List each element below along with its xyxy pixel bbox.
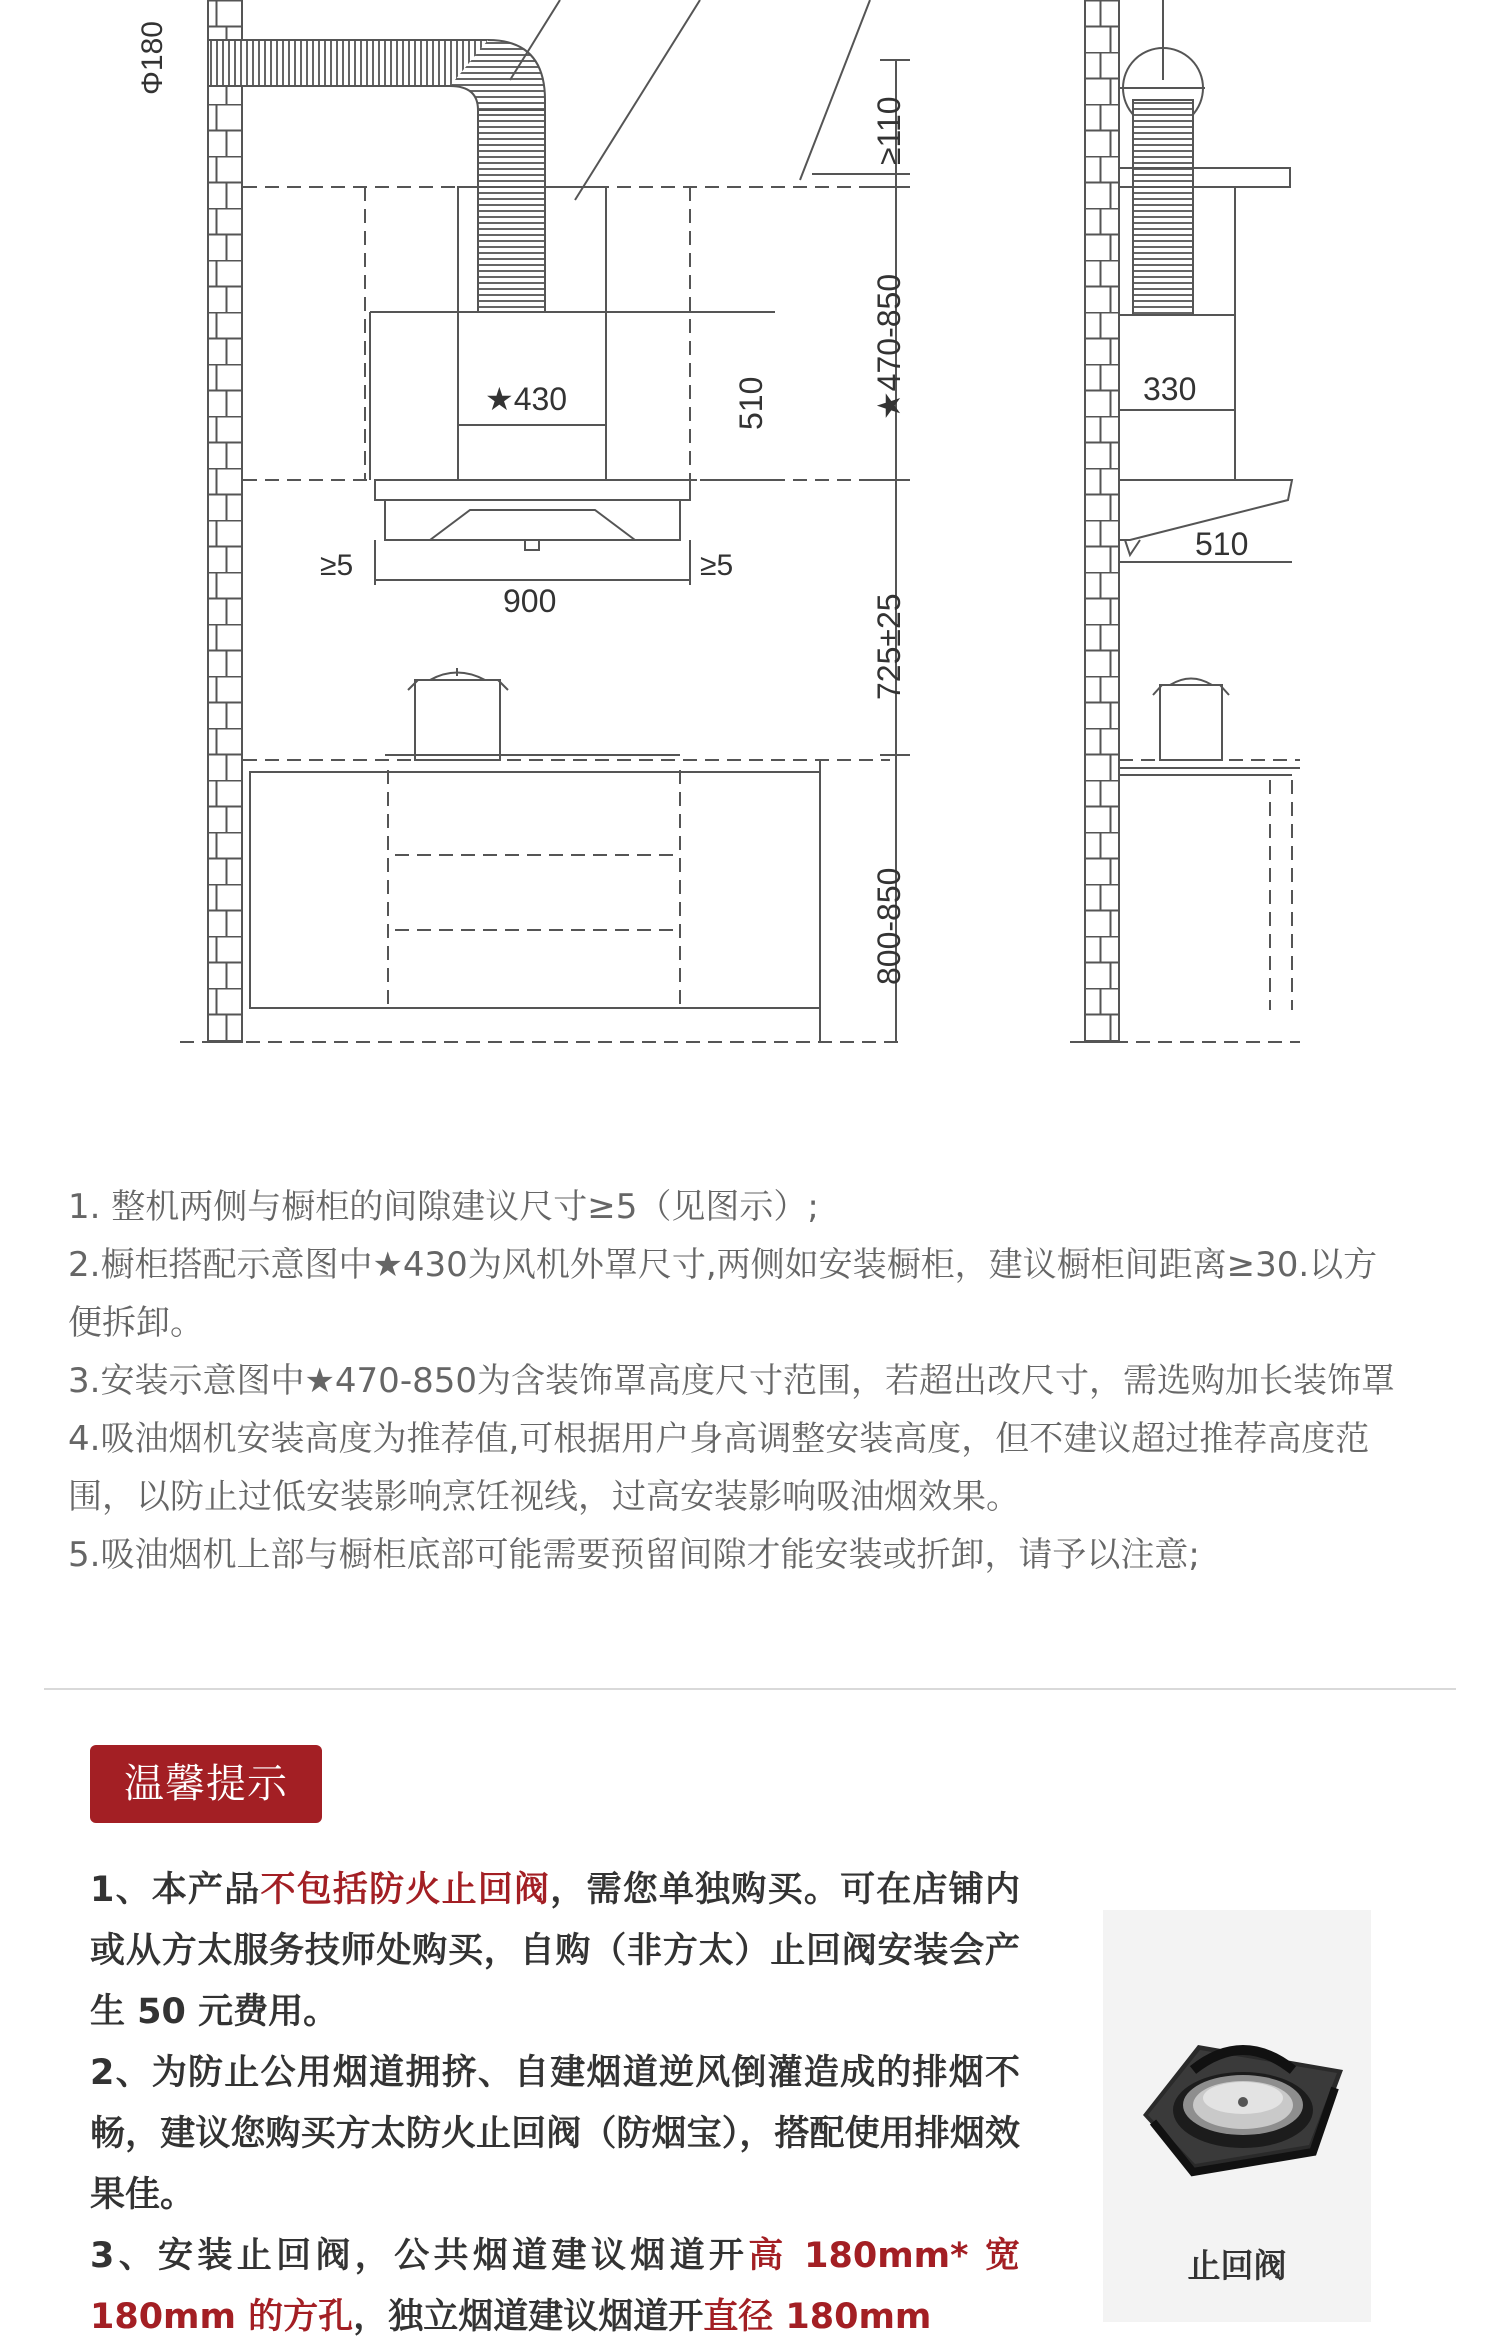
label-hood-height: 510 <box>733 376 769 430</box>
label-cover-height: ★470-850 <box>871 273 907 420</box>
label-duct-diameter: Φ180 <box>136 21 169 95</box>
tip-item-2: 2、为防止公用烟道拥挤、自建烟道逆风倒灌造成的排烟不畅，建议您购买方太防火止回阀（防烟宝），搭配使用排烟效果佳。 <box>90 2053 1020 2215</box>
tips-content <box>90 1860 1020 2348</box>
tip-3-prefix: 3、安装止回阀，公共烟道建议烟道开 <box>90 2236 749 2276</box>
label-side-depth-top: 330 <box>1143 371 1197 407</box>
tip-1-suffix: ，需您单独购买。可在店铺内或从方太服务技师处购买，自购（非方太）止回阀安装会产生 50 元费用。 <box>90 1870 1020 2032</box>
label-counter-height: 800-850 <box>871 867 907 985</box>
installation-diagram <box>0 0 1500 1130</box>
note-1: 1. 整机两侧与橱柜的间隙建议尺寸≥5（见图示）; <box>68 1187 819 1227</box>
note-5: 5.吸油烟机上部与橱柜底部可能需要预留间隙才能安装或折卸，请予以注意; <box>68 1535 1200 1575</box>
tip-3-highlight-2: 直径 180mm <box>703 2297 932 2337</box>
section-divider <box>44 1688 1456 1690</box>
check-valve-image <box>1103 1910 1371 2230</box>
tip-3-highlight-1: 高 180mm* 宽 180mm 的方孔 <box>90 2236 1020 2337</box>
tip-1-highlight: 不包括防火止回阀 <box>260 1870 551 1910</box>
tips-title-badge: 温馨提示 <box>90 1745 322 1823</box>
check-valve-caption: 止回阀 <box>1187 2246 1287 2285</box>
tip-item-1 <box>90 1860 1020 2043</box>
side-view <box>1070 0 1300 1042</box>
tip-3-middle: ，独立烟道建议烟道开 <box>353 2297 704 2337</box>
front-view <box>180 0 910 1042</box>
tip-1-prefix: 1、本产品 <box>90 1870 261 1910</box>
note-3: 3.安装示意图中★470-850为含装饰罩高度尺寸范围，若超出改尺寸，需选购加长装饰罩 <box>68 1361 1395 1401</box>
note-4: 4.吸油烟机安装高度为推荐值,可根据用户身高调整安装高度，但不建议超过推荐高度范围，以防止过低安装影响烹饪视线，过高安装影响吸油烟效果。 <box>68 1419 1370 1517</box>
label-install-height: 725±25 <box>871 593 907 700</box>
label-fan-width: ★430 <box>485 381 568 417</box>
tip-item-3 <box>90 2226 1020 2348</box>
label-top-gap: ≥110 <box>871 96 907 165</box>
installation-notes <box>68 1178 1398 1584</box>
label-side-gap-right: ≥5 <box>700 549 734 582</box>
label-hood-width: 900 <box>503 583 557 619</box>
note-2: 2.橱柜搭配示意图中★430为风机外罩尺寸,两侧如安装橱柜，建议橱柜间距离≥30.以方便拆卸。 <box>68 1245 1378 1343</box>
check-valve-image-panel <box>1103 1910 1371 2322</box>
label-side-gap-left: ≥5 <box>320 549 354 582</box>
label-side-depth-bottom: 510 <box>1195 526 1249 562</box>
